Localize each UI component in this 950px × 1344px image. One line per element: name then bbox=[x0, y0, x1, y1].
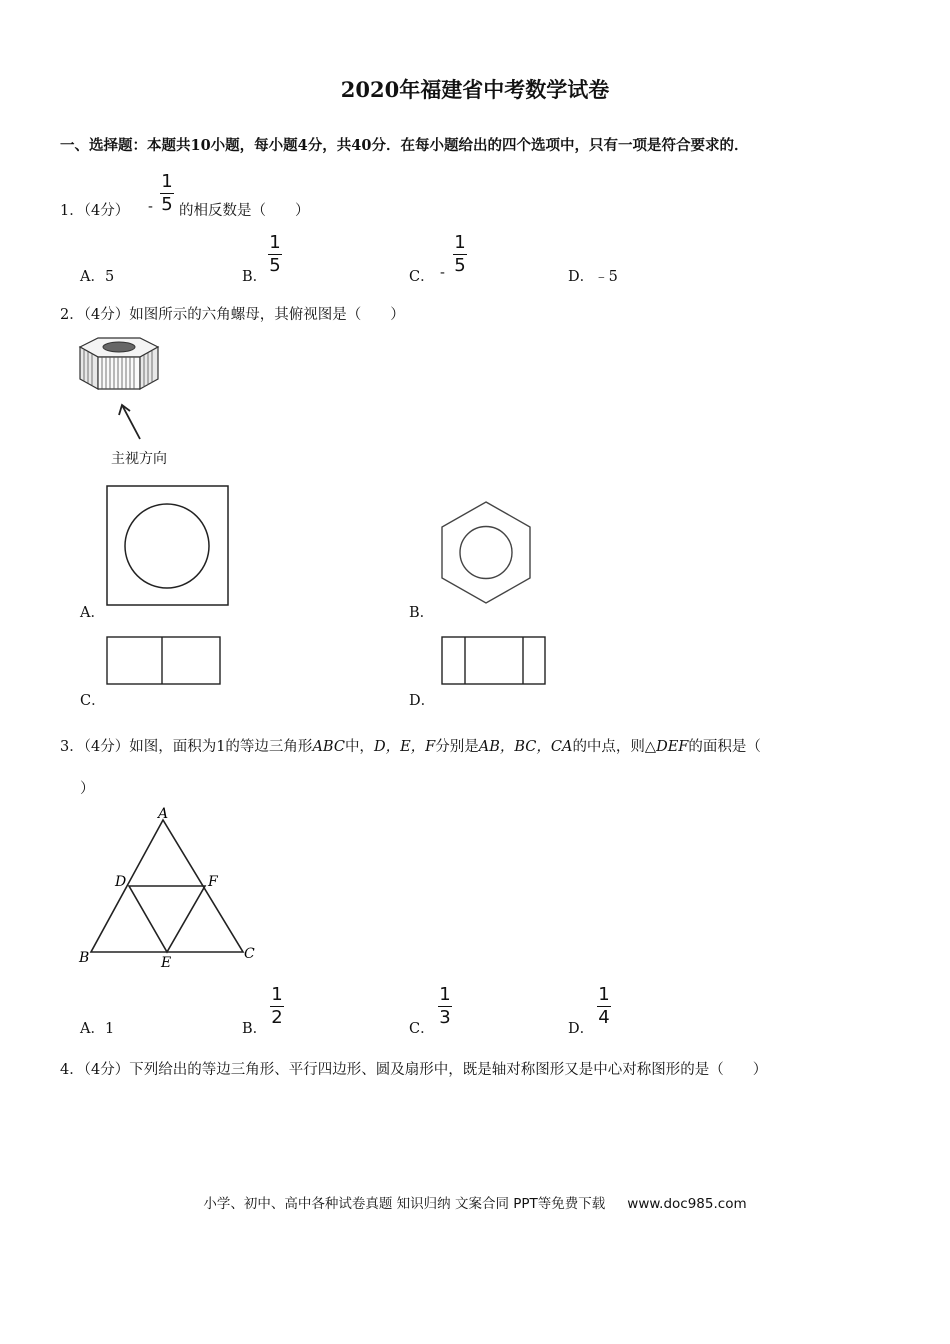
q2-option-a[interactable]: A． bbox=[80, 605, 105, 621]
fraction-numerator: 1 bbox=[598, 984, 610, 1005]
triangle-def-outline bbox=[129, 886, 205, 952]
q4-text: 4．（4分）下列给出的等边三角形、平行四边形、圆及扇形中，既是轴对称图形又是中心对称图形的是（ ） bbox=[60, 1062, 768, 1078]
fraction-numerator: 1 bbox=[454, 232, 466, 253]
q1-fraction-numerator: 1 bbox=[161, 171, 173, 192]
q3-option-b[interactable] bbox=[242, 1017, 267, 1038]
option-letter: D． bbox=[568, 269, 595, 285]
triangle-def: DEF bbox=[656, 739, 689, 755]
fraction-numerator: 1 bbox=[271, 984, 283, 1005]
option-letter: A． bbox=[80, 269, 105, 285]
option-letter: C． bbox=[409, 1021, 435, 1037]
view-direction-label: 主视方向 bbox=[111, 451, 167, 467]
q3-option-c[interactable] bbox=[409, 1017, 435, 1038]
circle-outline bbox=[125, 504, 209, 588]
q1-fraction-denominator: 5 bbox=[161, 194, 173, 215]
q2-option-d[interactable]: D． bbox=[409, 693, 436, 709]
q1-option-d[interactable] bbox=[568, 265, 618, 286]
q1-option-b[interactable] bbox=[242, 265, 267, 286]
sides-list: AB，BC，CA bbox=[478, 739, 573, 755]
option-text: ﹣5 bbox=[594, 269, 618, 285]
fraction-denominator: 5 bbox=[454, 255, 466, 276]
hexagon-outline bbox=[442, 502, 530, 603]
q2-option-b[interactable]: B． bbox=[409, 605, 435, 621]
q3-option-d-fraction bbox=[597, 985, 611, 1028]
q1-option-c-minus: - bbox=[440, 265, 445, 281]
label-d: D bbox=[115, 874, 127, 890]
q2-option-d-figure bbox=[441, 636, 547, 686]
q2-option-a-figure bbox=[106, 485, 230, 607]
q3-text-line2: ） bbox=[80, 781, 95, 797]
view-direction-arrow bbox=[122, 405, 140, 439]
fraction-numerator: 1 bbox=[439, 984, 451, 1005]
rectangle-outline bbox=[107, 637, 220, 684]
label-f: F bbox=[208, 874, 218, 890]
option-letter: D． bbox=[568, 1021, 595, 1037]
triangle-abc: ABC bbox=[312, 739, 345, 755]
section-heading: 一、选择题：本题共10小题，每小题4分，共40分．在每小题给出的四个选项中，只有一项是符合要求的． bbox=[60, 137, 749, 154]
label-c: C bbox=[244, 946, 255, 962]
triangle-figure bbox=[76, 804, 266, 974]
rectangle-outline bbox=[442, 637, 545, 684]
q1-option-b-fraction bbox=[268, 233, 282, 276]
label-b: B bbox=[79, 950, 90, 966]
q3-option-b-fraction bbox=[270, 985, 284, 1028]
option-letter: B． bbox=[242, 1021, 268, 1037]
q1-option-c-fraction bbox=[453, 233, 467, 276]
fraction-denominator: 4 bbox=[598, 1007, 610, 1028]
q1-prefix: 1．（4分） bbox=[60, 203, 130, 219]
nut-hole bbox=[103, 342, 135, 352]
q3-option-c-fraction bbox=[438, 985, 452, 1028]
page-footer bbox=[0, 1192, 950, 1212]
footer-text: 小学、初中、高中各种试卷真题 知识归纳 文案合同 PPT等免费下载 bbox=[203, 1196, 606, 1212]
circle-outline bbox=[460, 527, 512, 579]
q2-option-c-figure bbox=[106, 636, 222, 686]
q1-option-c[interactable] bbox=[409, 265, 435, 286]
page-title: 2020年福建省中考数学试卷 bbox=[340, 77, 610, 102]
q3-option-d[interactable] bbox=[568, 1017, 594, 1038]
q1-minus-sign: - bbox=[148, 199, 153, 215]
label-e: E bbox=[161, 955, 172, 971]
option-text: 1 bbox=[104, 1021, 115, 1037]
q2-text: 2．（4分）如图所示的六角螺母，其俯视图是（ ） bbox=[60, 307, 405, 323]
fraction-numerator: 1 bbox=[269, 232, 281, 253]
q1-suffix: 的相反数是（ ） bbox=[179, 203, 310, 219]
q2-option-b-figure bbox=[438, 500, 534, 606]
option-text: 5 bbox=[104, 269, 115, 285]
option-letter: B． bbox=[242, 269, 268, 285]
label-a: A bbox=[158, 806, 169, 822]
fraction-denominator: 2 bbox=[271, 1007, 283, 1028]
q2-option-c[interactable]: C． bbox=[80, 693, 106, 709]
q3-option-a[interactable] bbox=[80, 1017, 114, 1038]
q3-text: 3．（4分）如图，面积为1的等边三角形ABC中，D，E，F分别是AB，BC，CA的中点，则△DEF的面积是（ bbox=[60, 739, 761, 755]
q1-option-a[interactable] bbox=[80, 265, 114, 286]
points-def: D，E，F bbox=[373, 739, 436, 755]
fraction-denominator: 5 bbox=[269, 255, 281, 276]
fraction-denominator: 3 bbox=[439, 1007, 451, 1028]
option-letter: C． bbox=[409, 269, 435, 285]
footer-url-link[interactable]: www.doc985.com bbox=[627, 1196, 747, 1212]
q1-fraction bbox=[160, 172, 174, 215]
option-letter: A． bbox=[80, 1021, 105, 1037]
